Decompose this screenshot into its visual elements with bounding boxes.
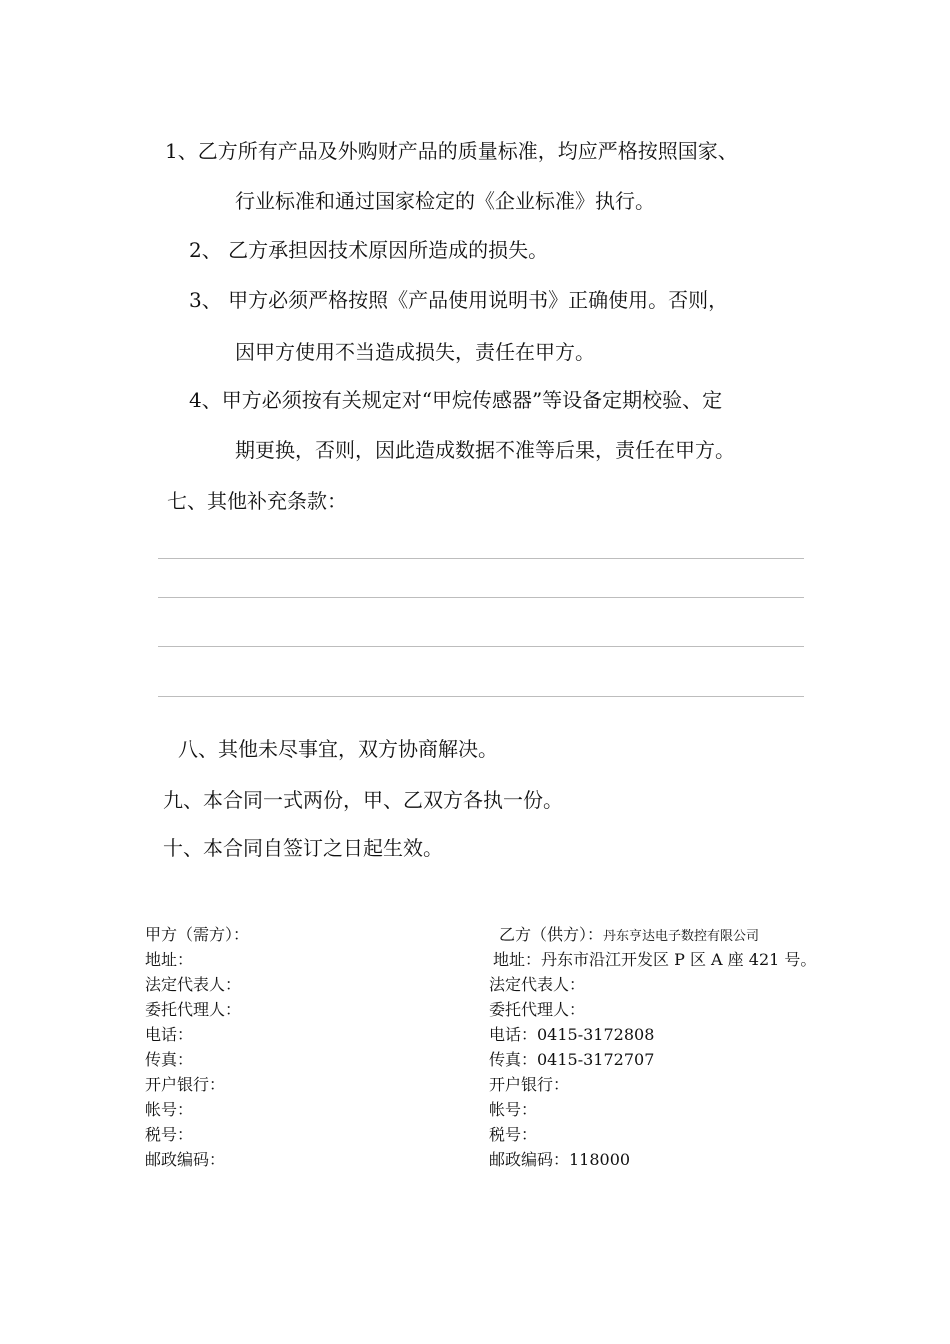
party-b-title (489, 922, 816, 947)
party-a-bank: 开户银行： (145, 1075, 226, 1094)
party-b-agent: 委托代理人： (489, 1000, 586, 1019)
party-a-fax: 传真： (145, 1050, 194, 1069)
party-b-tax-id: 税号： (489, 1125, 538, 1144)
section-8: 八、其他未尽事宜，双方协商解决。 (178, 737, 498, 761)
party-a-agent: 委托代理人： (145, 1000, 242, 1019)
party-b-address-label: 地址： (493, 950, 542, 969)
party-b-title-label: 乙方（供方）： (499, 925, 604, 944)
clause-1-line-2: 行业标准和通过国家检定的《企业标准》执行。 (235, 189, 655, 213)
party-a-legal-rep: 法定代表人： (145, 975, 242, 994)
party-b-block (489, 922, 816, 1172)
party-a-title: 甲方（需方）： (145, 925, 250, 944)
clause-4-line-2: 期更换，否则，因此造成数据不准等后果，责任在甲方。 (235, 438, 735, 462)
blank-line-2 (158, 597, 804, 598)
section-9: 九、本合同一式两份，甲、乙双方各执一份。 (163, 788, 563, 812)
party-a-phone: 电话： (145, 1025, 194, 1044)
party-b-account: 帐号： (489, 1100, 538, 1119)
party-a-address: 地址： (145, 950, 194, 969)
clause-1-line-1: 1、乙方所有产品及外购财产品的质量标准，均应严格按照国家、 (165, 139, 738, 163)
party-b-bank: 开户银行： (489, 1075, 570, 1094)
party-b-legal-rep: 法定代表人： (489, 975, 586, 994)
clause-2: 2、 乙方承担因技术原因所造成的损失。 (189, 238, 549, 262)
clause-4-line-1: 4、甲方必须按有关规定对“甲烷传感器”等设备定期校验、定 (189, 388, 723, 412)
blank-line-3 (158, 646, 804, 647)
blank-line-4 (158, 696, 804, 697)
clause-3-line-1: 3、 甲方必须严格按照《产品使用说明书》正确使用。否则， (189, 288, 729, 312)
clause-3-line-2: 因甲方使用不当造成损失，责任在甲方。 (235, 340, 595, 364)
party-a-block (145, 922, 249, 1172)
party-b-address (489, 947, 816, 972)
party-a-postcode: 邮政编码： (145, 1150, 226, 1169)
party-a-tax-id: 税号： (145, 1125, 194, 1144)
section-7-title: 七、其他补充条款： (167, 489, 347, 513)
party-b-fax: 传真：0415-3172707 (489, 1050, 655, 1069)
blank-line-1 (158, 558, 804, 559)
party-b-postcode: 邮政编码：118000 (489, 1150, 631, 1169)
party-b-company-name: 丹东亨达电子数控有限公司 (603, 929, 760, 944)
section-10: 十、本合同自签订之日起生效。 (163, 836, 443, 860)
party-b-address-value: 丹东市沿江开发区 P 区 A 座 421 号。 (541, 950, 817, 969)
party-a-account: 帐号： (145, 1100, 194, 1119)
party-b-phone: 电话：0415-3172808 (489, 1025, 655, 1044)
